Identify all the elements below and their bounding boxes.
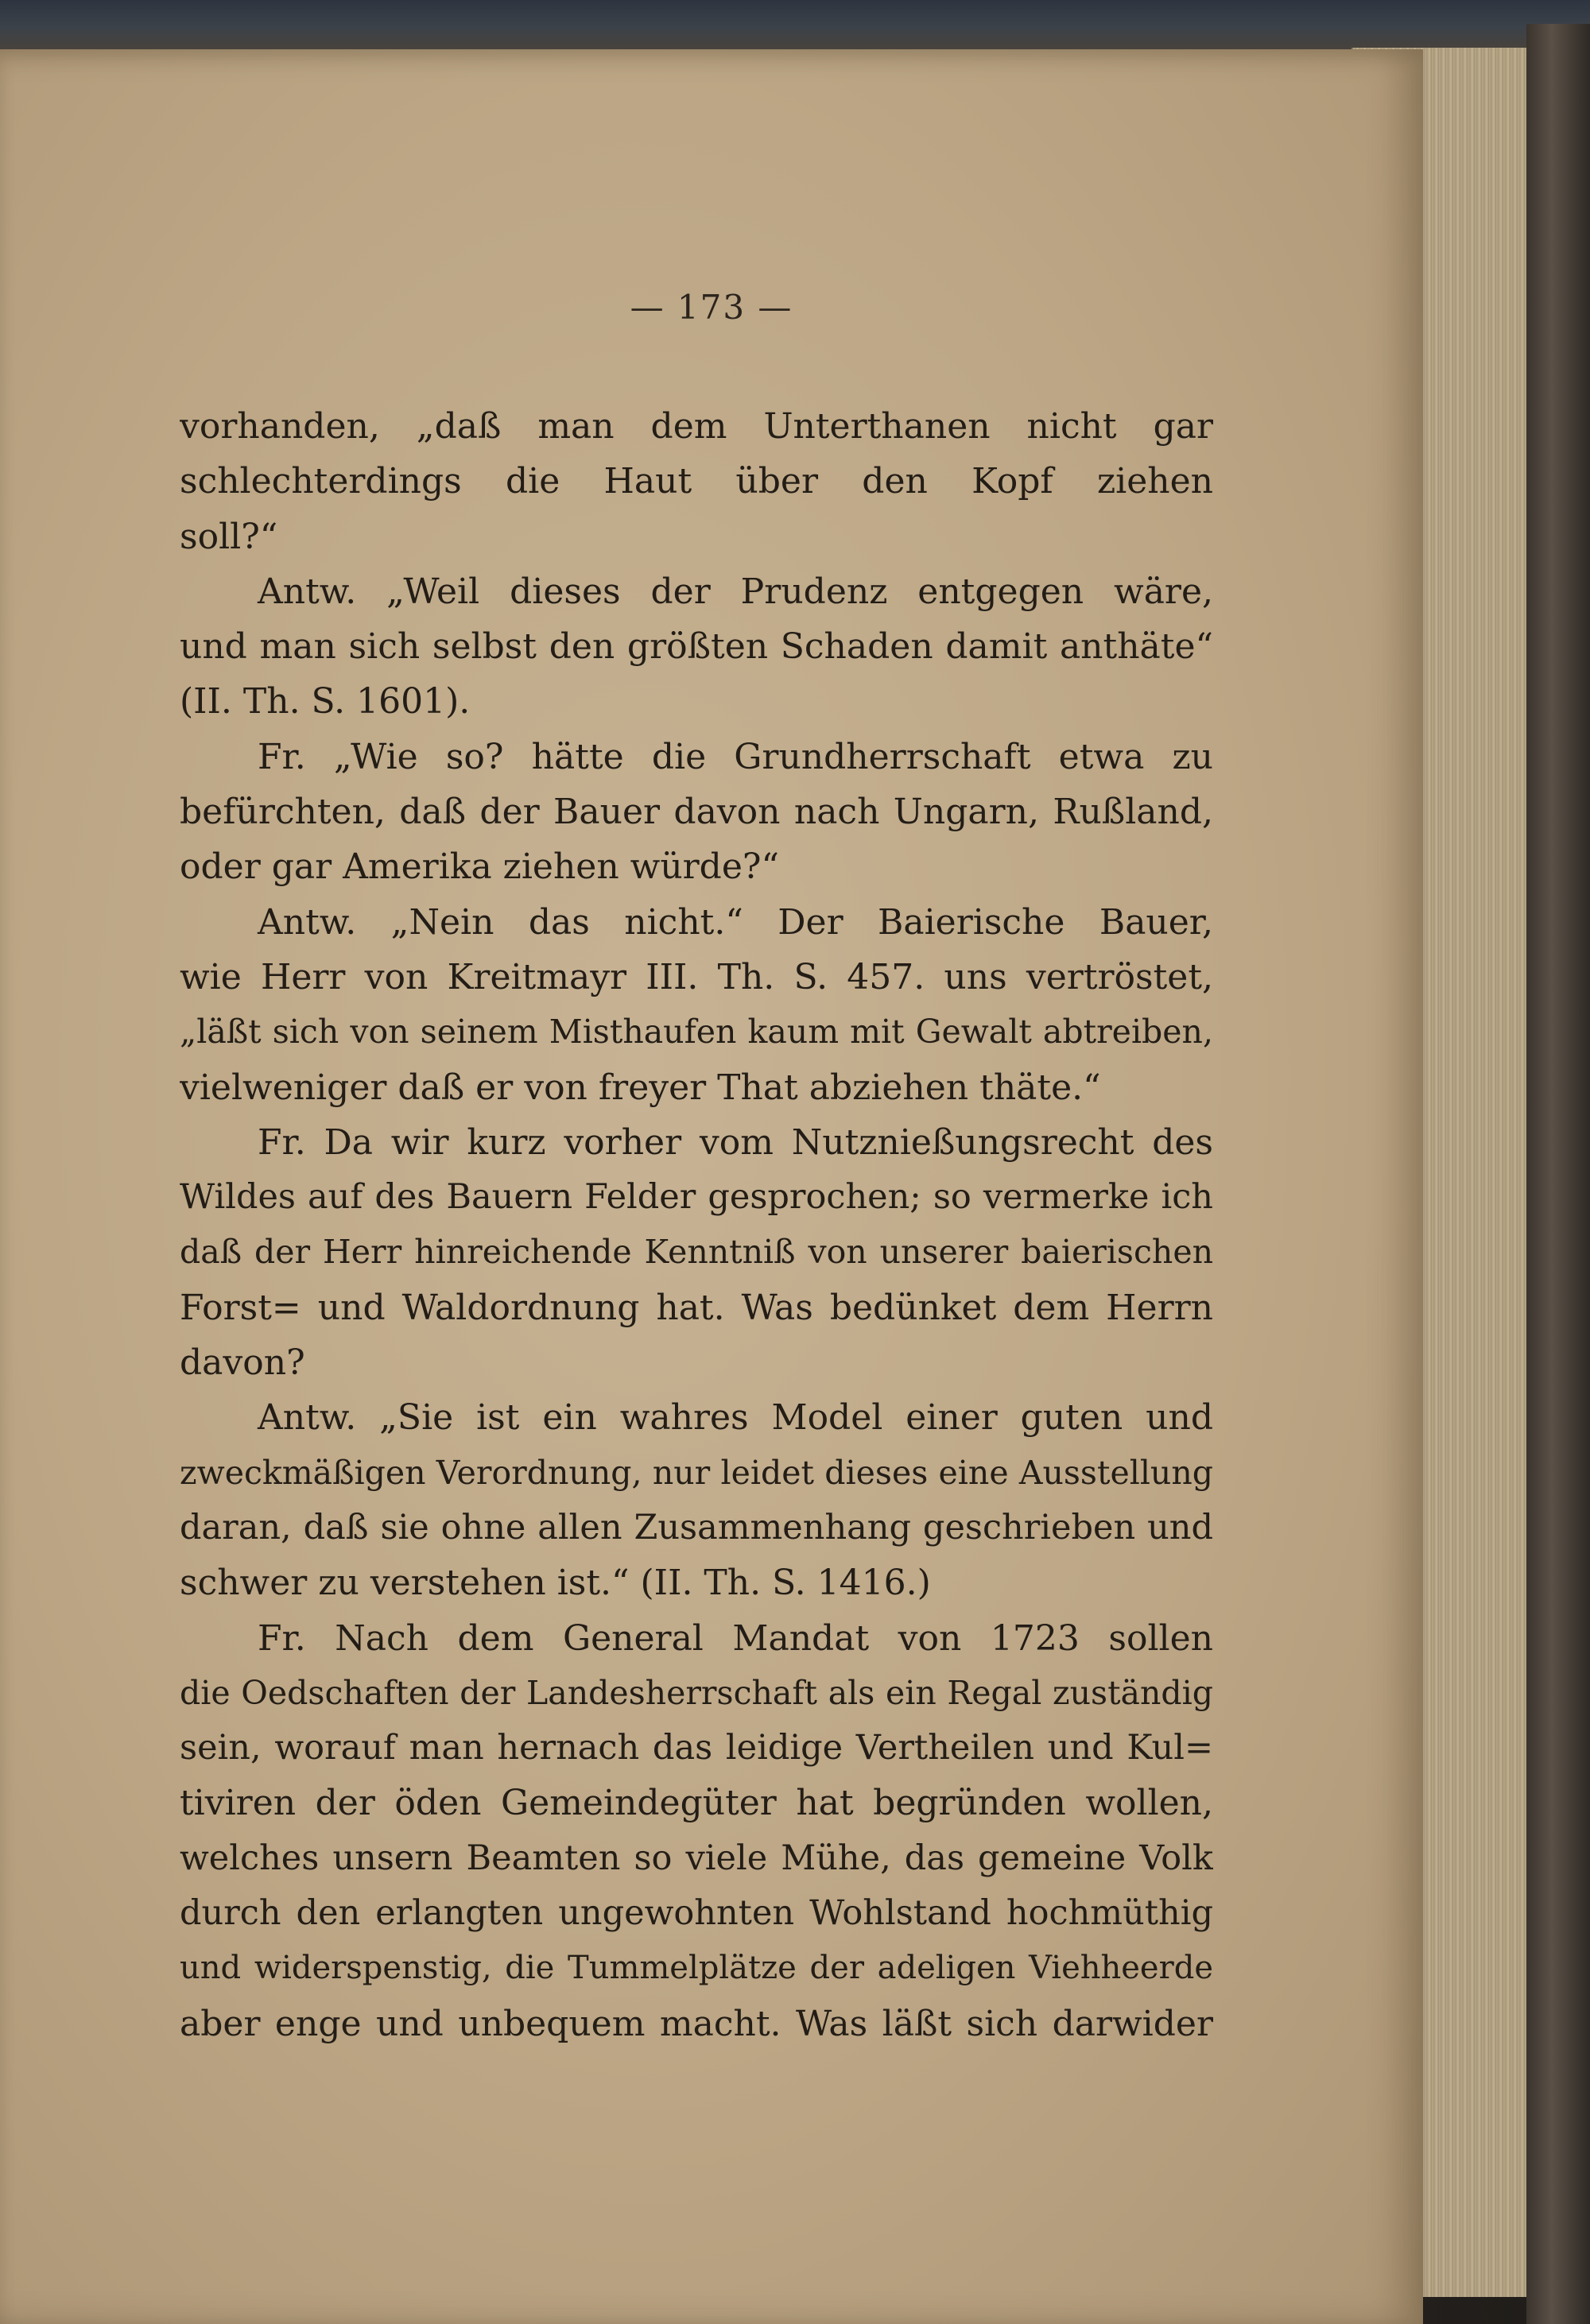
text-line: sein, worauf man hernach das leidige Vertheilen und Kul= [180, 1728, 1213, 1768]
text-line: daß der Herr hinreichende Kenntniß von unserer baierischen [180, 1233, 1213, 1272]
text-line: schwer zu verstehen ist.“ (II. Th. S. 1416.) [180, 1563, 931, 1604]
text-line: Fr. „Wie so? hätte die Grundherrschaft etwa zu [258, 736, 1213, 777]
text-line: und widerspenstig, die Tummelplätze der adeligen Viehheerde [180, 1950, 1213, 1987]
text-line: „läßt sich von seinem Misthaufen kaum mit Gewalt abtreiben, [180, 1013, 1213, 1052]
text-line: Antw. „Nein das nicht.“ Der Baierische Bauer, [258, 901, 1213, 943]
text-line: schlechterdings die Haut über den Kopf ziehen [180, 461, 1213, 502]
text-line: vielweniger daß er von freyer That abziehen thäte.“ [180, 1067, 1101, 1108]
text-line: davon? [180, 1342, 305, 1384]
text-line: zweckmäßigen Verordnung, nur leidet dieses eine Ausstellung [180, 1453, 1213, 1492]
text-line: wie Herr von Kreitmayr III. Th. S. 457. uns vertröstet, [180, 956, 1213, 997]
text-line: Forst= und Waldordnung hat. Was bedünket dem Herrn [180, 1287, 1213, 1328]
text-line: daran, daß sie ohne allen Zusammenhang geschrieben und [180, 1507, 1213, 1547]
text-line: die Oedschaften der Landesherrschaft als ein Regal zuständig [180, 1673, 1213, 1712]
text-line: vorhanden, „daß man dem Unterthanen nicht gar [180, 406, 1213, 447]
text-line: Antw. „Weil dieses der Prudenz entgegen wäre, [258, 571, 1213, 612]
text-line: Wildes auf des Bauern Felder gesprochen; so vermerke ich [180, 1177, 1213, 1218]
text-line: soll?“ [180, 516, 278, 557]
book-cover-edge [1526, 24, 1590, 2324]
text-line: aber enge und unbequem macht. Was läßt sich darwider [180, 2003, 1213, 2044]
body-text [180, 399, 1213, 2051]
book-page [0, 49, 1423, 2324]
text-line: und man sich selbst den größten Schaden damit anthäte“ [180, 626, 1213, 668]
text-line: oder gar Amerika ziehen würde?“ [180, 846, 779, 888]
text-line: Fr. Nach dem General Mandat von 1723 sollen [258, 1617, 1213, 1659]
text-line: Fr. Da wir kurz vorher vom Nutznießungsrecht des [258, 1121, 1213, 1163]
text-line: welches unsern Beamten so viele Mühe, das gemeine Volk [180, 1838, 1213, 1878]
page-number: — 173 — [630, 288, 793, 327]
text-line: (II. Th. S. 1601). [180, 681, 471, 722]
text-line: durch den erlangten ungewohnten Wohlstand hochmüthig [180, 1893, 1213, 1934]
text-line: Antw. „Sie ist ein wahres Model einer guten und [258, 1397, 1213, 1439]
text-line: befürchten, daß der Bauer davon nach Ungarn, Rußland, [180, 792, 1213, 833]
text-line: tiviren der öden Gemeindegüter hat begründen wollen, [180, 1783, 1213, 1824]
